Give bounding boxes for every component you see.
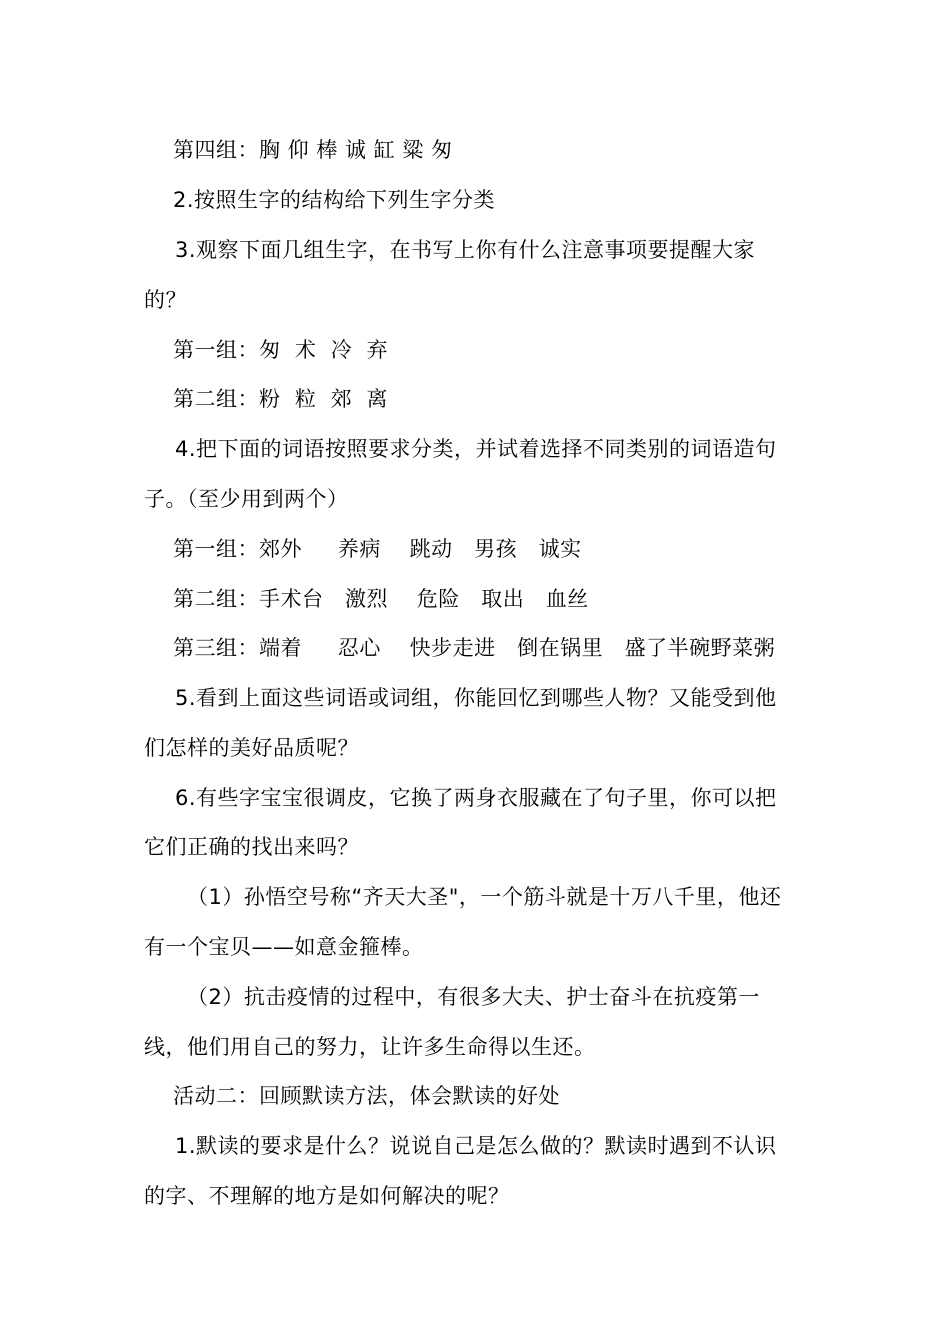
text-line-group3-words: 第三组：端着 忍心 快步走进 倒在锅里 盛了半碗野菜粥 [173,636,776,660]
text-line-activity2-q1-cont: 的字、不理解的地方是如何解决的呢？ [144,1184,510,1208]
text-line-sentence1: （1）孙悟空号称“齐天大圣"，一个筋斗就是十万八千里，他还 [187,885,782,909]
text-line-task2: 2.按照生字的结构给下列生字分类 [173,188,496,212]
text-line-task3: 3.观察下面几组生字，在书写上你有什么注意事项要提醒大家 [175,238,756,262]
text-line-task5-cont: 们怎样的美好品质呢？ [144,736,359,760]
text-line-group1-chars: 第一组：匆 术 冷 弃 [173,338,389,362]
text-line-group2-chars: 第二组：粉 粒 郊 离 [173,387,389,411]
text-line-group4: 第四组：胸 仰 棒 诚 缸 粱 匆 [173,138,453,162]
text-line-sentence2-cont: 线，他们用自己的努力，让许多生命得以生还。 [144,1035,596,1059]
text-line-sentence1-cont: 有一个宝贝——如意金箍棒。 [144,935,424,959]
text-line-activity2: 活动二：回顾默读方法，体会默读的好处 [173,1084,560,1108]
text-line-task3-cont: 的？ [144,288,187,312]
text-line-task4-cont: 子。（至少用到两个） [144,487,349,511]
text-line-activity2-q1: 1.默读的要求是什么？说说自己是怎么做的？默读时遇到不认识 [175,1134,777,1158]
text-line-task5: 5.看到上面这些词语或词组，你能回忆到哪些人物？又能受到他 [175,686,777,710]
text-line-task6-cont: 它们正确的找出来吗？ [144,835,359,859]
text-line-group2-words: 第二组：手术台 激烈 危险 取出 血丝 [173,587,589,611]
text-line-sentence2: （2）抗击疫情的过程中，有很多大夫、护士奋斗在抗疫第一 [187,985,760,1009]
text-line-task4: 4.把下面的词语按照要求分类，并试着选择不同类别的词语造句 [175,437,777,461]
text-line-task6: 6.有些字宝宝很调皮，它换了两身衣服藏在了句子里，你可以把 [175,786,777,810]
text-line-group1-words: 第一组：郊外 养病 跳动 男孩 诚实 [173,537,582,561]
